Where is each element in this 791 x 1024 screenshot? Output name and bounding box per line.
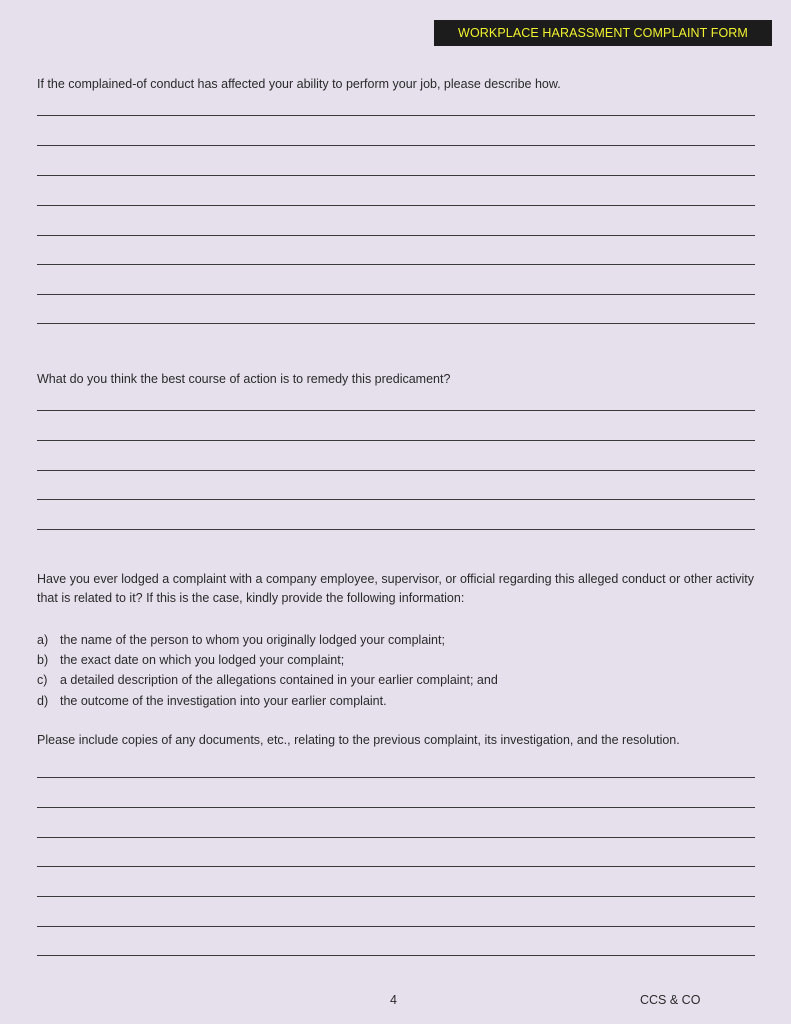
answer-line[interactable] [37,440,755,441]
list-item: c) a detailed description of the allegations contained in your earlier complaint; and [37,673,498,688]
answer-line[interactable] [37,777,755,778]
answer-line[interactable] [37,926,755,927]
answer-line[interactable] [37,955,755,956]
list-item: a) the name of the person to whom you originally lodged your complaint; [37,633,445,647]
form-title-banner [434,20,772,46]
answer-line[interactable] [37,323,755,324]
answer-line[interactable] [37,264,755,265]
footer-company: CCS & CO [640,993,701,1007]
question-job-impact: If the complained-of conduct has affected your ability to perform your job, please describe how. [37,77,561,91]
answer-line[interactable] [37,235,755,236]
page-number: 4 [390,993,397,1007]
answer-line[interactable] [37,499,755,500]
answer-line[interactable] [37,294,755,295]
answer-line[interactable] [37,896,755,897]
answer-line[interactable] [37,807,755,808]
answer-line[interactable] [37,470,755,471]
answer-line[interactable] [37,410,755,411]
list-item: d) the outcome of the investigation into your earlier complaint. [37,693,387,708]
answer-line[interactable] [37,145,755,146]
answer-line[interactable] [37,115,755,116]
answer-line[interactable] [37,866,755,867]
list-item: b) the exact date on which you lodged your complaint; [37,653,345,668]
prior-complaint-list [37,630,498,711]
question-documents: Please include copies of any documents, etc., relating to the previous complaint, its investigation, and the resolution. [37,733,680,747]
form-title: WORKPLACE HARASSMENT COMPLAINT FORM [458,26,748,40]
question-prior-complaint: Have you ever lodged a complaint with a company employee, supervisor, or official regarding this alleged conduct or other activity that is related to it? If this is the case, kindly provide the following information: [37,572,754,605]
question-remedy: What do you think the best course of action is to remedy this predicament? [37,372,451,386]
answer-line[interactable] [37,175,755,176]
answer-line[interactable] [37,529,755,530]
answer-line[interactable] [37,837,755,838]
answer-line[interactable] [37,205,755,206]
